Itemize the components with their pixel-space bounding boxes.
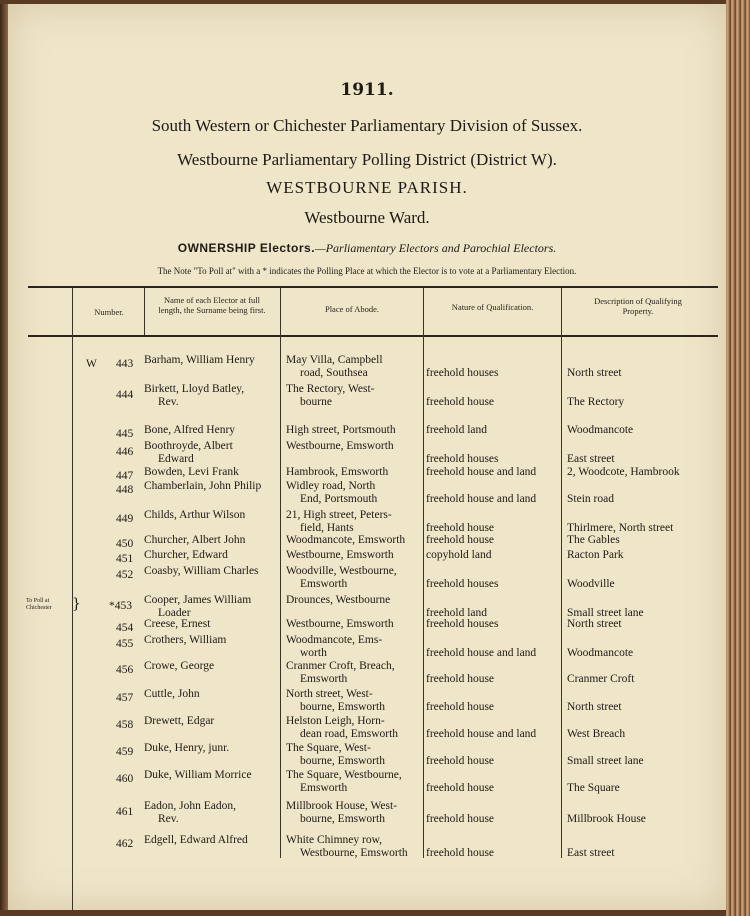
qualifying-property: Small street lane	[567, 755, 644, 767]
elector-name: Eadon, John Eadon,	[144, 800, 236, 812]
elector-abode: 21, High street, Peters-	[286, 509, 392, 521]
elector-abode: The Rectory, West-	[286, 383, 375, 395]
column-header-name: Name of each Elector at full length, the Surname being first.	[158, 295, 266, 315]
elector-number: 458	[116, 719, 134, 731]
elector-name: Barham, William Henry	[144, 354, 255, 366]
elector-number: 454	[116, 622, 134, 634]
elector-name: Bone, Alfred Henry	[144, 424, 236, 436]
elector-name: Edgell, Edward Alfred	[144, 834, 248, 846]
register-page	[8, 4, 726, 910]
qualifying-property: Woodville	[567, 578, 615, 590]
qualifying-property: 2, Woodcote, Hambrook	[567, 466, 680, 478]
elector-number: 459	[116, 746, 134, 758]
qualifying-property: The Rectory	[567, 396, 625, 408]
book-spine	[0, 4, 8, 910]
elector-number: 451	[116, 553, 134, 565]
parish-heading: WESTBOURNE PARISH.	[266, 178, 468, 197]
qualification-nature: freehold house	[426, 522, 495, 534]
elector-number: 455	[116, 638, 134, 650]
elector-number: 447	[116, 470, 134, 482]
elector-abode: Emsworth	[300, 782, 348, 794]
column-header-nature: Nature of Qualification.	[451, 302, 534, 312]
ward-heading: Westbourne Ward.	[304, 208, 430, 227]
qualifying-property: North street	[567, 367, 622, 379]
qualifying-property: Cranmer Croft	[567, 673, 635, 685]
elector-name: Crowe, George	[144, 660, 215, 672]
elector-abode: field, Hants	[300, 522, 354, 534]
qualification-nature: freehold land	[426, 424, 487, 436]
elector-name: Rev.	[158, 396, 179, 408]
elector-abode: The Square, Westbourne,	[286, 769, 402, 781]
page-edges	[726, 0, 750, 916]
elector-number: 444	[116, 389, 134, 401]
qualification-nature: copyhold land	[426, 549, 492, 561]
elector-name: Creese, Ernest	[144, 618, 211, 630]
column-header-description: Description of Qualifying Property.	[594, 296, 682, 316]
qualification-nature: freehold house and land	[426, 493, 537, 505]
elector-name: Rev.	[158, 813, 179, 825]
elector-number: 443	[116, 358, 134, 370]
qualifying-property: The Gables	[567, 534, 620, 546]
elector-abode: Widley road, North	[286, 480, 376, 492]
elector-abode: White Chimney row,	[286, 834, 383, 846]
elector-abode: road, Southsea	[300, 367, 368, 379]
elector-number: 462	[116, 838, 134, 850]
elector-abode: Emsworth	[300, 578, 348, 590]
qualification-nature: freehold house	[426, 673, 495, 685]
qualifying-property: Thirlmere, North street	[567, 522, 674, 534]
qualifying-property: Small street lane	[567, 607, 644, 619]
qualifying-property: North street	[567, 701, 622, 713]
elector-abode: Woodmancote, Emsworth	[286, 534, 406, 546]
elector-number: 445	[116, 428, 134, 440]
elector-name: Duke, Henry, junr.	[144, 742, 230, 754]
qualification-nature: freehold houses	[426, 367, 499, 379]
qualifying-property: East street	[567, 847, 615, 859]
qualification-nature: freehold houses	[426, 578, 499, 590]
elector-name: Edward	[158, 453, 194, 465]
district-heading: Westbourne Parliamentary Polling District (District W).	[177, 150, 557, 169]
elector-number: 450	[116, 538, 134, 550]
elector-abode: May Villa, Campbell	[286, 354, 383, 366]
elector-abode: bourne	[300, 396, 332, 408]
elector-abode: Westbourne, Emsworth	[286, 440, 394, 452]
qualification-nature: freehold house	[426, 755, 495, 767]
elector-number: 449	[116, 513, 134, 525]
elector-number: *453	[109, 600, 132, 612]
district-letter: W	[86, 358, 97, 370]
qualification-nature: freehold houses	[426, 453, 499, 465]
elector-abode: Westbourne, Emsworth	[286, 618, 394, 630]
elector-name: Bowden, Levi Frank	[144, 466, 239, 478]
elector-abode: Westbourne, Emsworth	[286, 549, 394, 561]
ownership-label: OWNERSHIP Electors.	[177, 241, 316, 255]
elector-number: 448	[116, 484, 134, 496]
qualification-nature: freehold house	[426, 534, 495, 546]
elector-abode: North street, West-	[286, 688, 373, 700]
qualification-nature: freehold house	[426, 782, 495, 794]
elector-abode: bourne, Emsworth	[300, 755, 385, 767]
elector-number: 460	[116, 773, 134, 785]
ownership-subtitle: —Parliamentary Electors and Parochial Electors.	[315, 241, 557, 255]
elector-abode: worth	[300, 647, 327, 659]
elector-name: Churcher, Edward	[144, 549, 228, 561]
elector-abode: Westbourne, Emsworth	[300, 847, 408, 859]
qualification-nature: freehold houses	[426, 618, 499, 630]
elector-name: Childs, Arthur Wilson	[144, 509, 246, 521]
elector-name: Loader	[158, 607, 191, 619]
elector-name: Drewett, Edgar	[144, 715, 215, 727]
qualification-nature: freehold house	[426, 396, 495, 408]
qualifying-property: East street	[567, 453, 615, 465]
elector-abode: Woodville, Westbourne,	[286, 565, 397, 577]
elector-number: 461	[116, 806, 134, 818]
elector-abode: High street, Portsmouth	[286, 424, 396, 436]
qualifying-property: Millbrook House	[567, 813, 646, 825]
elector-name: Cooper, James William	[144, 594, 252, 606]
elector-abode: bourne, Emsworth	[300, 813, 385, 825]
qualifying-property: North street	[567, 618, 622, 630]
elector-name: Boothroyde, Albert	[144, 440, 233, 452]
qualifying-property: Woodmancote	[567, 647, 634, 659]
elector-abode: bourne, Emsworth	[300, 701, 385, 713]
column-header-number: Number.	[94, 307, 124, 317]
elector-name: Chamberlain, John Philip	[144, 480, 262, 492]
poll-note-explanation: The Note "To Poll at" with a * indicates the Polling Place at which the Elector is to vote at a Parliamentary Election.	[157, 266, 577, 276]
division-heading: South Western or Chichester Parliamentary Division of Sussex.	[151, 116, 583, 135]
qualifying-property: The Square	[567, 782, 620, 794]
column-header-abode: Place of Abode.	[324, 304, 380, 314]
elector-abode: Hambrook, Emsworth	[286, 466, 389, 478]
elector-abode: The Square, West-	[286, 742, 371, 754]
elector-name: Churcher, Albert John	[144, 534, 246, 546]
elector-name: Birkett, Lloyd Batley,	[144, 383, 245, 395]
qualification-nature: freehold house and land	[426, 647, 537, 659]
elector-abode: Cranmer Croft, Breach,	[286, 660, 395, 672]
elector-abode: Woodmancote, Ems-	[286, 634, 383, 646]
qualification-nature: freehold house	[426, 701, 495, 713]
elector-number: 456	[116, 664, 134, 676]
qualification-nature: freehold house	[426, 813, 495, 825]
elector-name: Coasby, William Charles	[144, 565, 259, 577]
brace-mark: }	[72, 596, 81, 612]
qualification-nature: freehold house and land	[426, 728, 537, 740]
qualifying-property: Woodmancote	[567, 424, 634, 436]
qualifying-property: West Breach	[567, 728, 626, 740]
elector-abode: Emsworth	[300, 673, 348, 685]
elector-abode: dean road, Emsworth	[300, 728, 399, 740]
elector-rows	[8, 4, 726, 910]
elector-abode: Millbrook House, West-	[286, 800, 397, 812]
elector-abode: End, Portsmouth	[300, 493, 378, 505]
page-year: 1911.	[340, 80, 394, 100]
elector-name: Cuttle, John	[144, 688, 200, 700]
elector-abode: Helston Leigh, Horn-	[286, 715, 385, 727]
elector-number: 457	[116, 692, 134, 704]
qualification-nature: freehold house	[426, 847, 495, 859]
qualifying-property: Racton Park	[567, 549, 624, 561]
qualification-nature: freehold land	[426, 607, 487, 619]
qualifying-property: Stein road	[567, 493, 614, 505]
elector-abode: Drounces, Westbourne	[286, 594, 391, 606]
elector-number: 446	[116, 446, 134, 458]
elector-number: 452	[116, 569, 134, 581]
qualification-nature: freehold house and land	[426, 466, 537, 478]
elector-name: Crothers, William	[144, 634, 227, 646]
poll-at-note: To Poll at Chichester	[26, 598, 52, 611]
elector-name: Duke, William Morrice	[144, 769, 252, 781]
